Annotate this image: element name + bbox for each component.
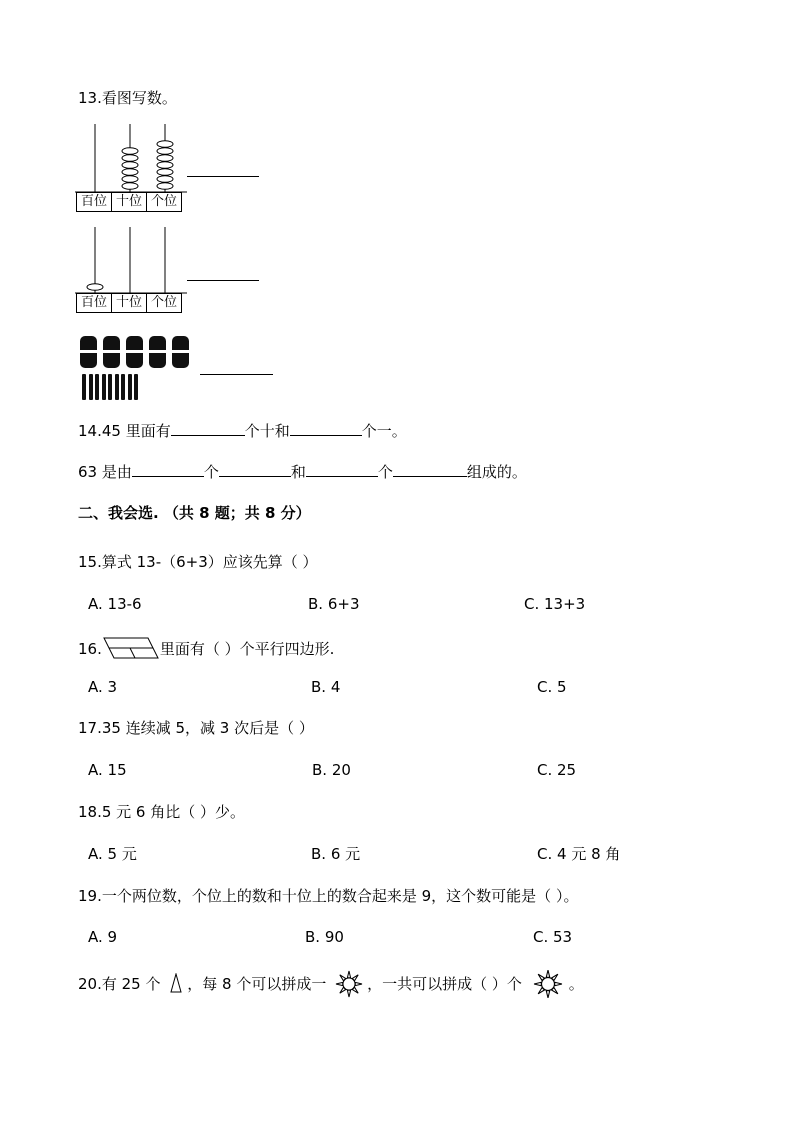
abacus-bead: [87, 284, 103, 291]
abacus-bead: [157, 169, 173, 176]
q16-stem: [78, 636, 334, 660]
q14b-blank-3[interactable]: [306, 462, 378, 477]
abacus-bead: [122, 176, 138, 183]
q20-stem: [78, 969, 584, 999]
abacus-bead: [122, 148, 138, 155]
q17-option-b[interactable]: B. 20: [312, 761, 351, 779]
q18-option-a[interactable]: A. 5 元: [88, 845, 137, 863]
answer-blank-2[interactable]: [187, 280, 259, 281]
q18-stem: 18.5 元 6 角比（ ）少。: [78, 803, 246, 821]
label-tens: 十位: [112, 294, 147, 312]
section-2-heading: 二、我会选. （共 8 题；共 8 分）: [78, 504, 311, 522]
q16-option-a[interactable]: A. 3: [88, 678, 118, 696]
abacus-bead: [157, 155, 173, 162]
q15-stem: 15.算式 13-（6+3）应该先算（ ）: [78, 553, 318, 571]
q15-option-c[interactable]: C. 13+3: [524, 595, 586, 613]
q20-p4: 。: [568, 975, 584, 993]
abacus-2: [75, 225, 187, 295]
q17-option-a[interactable]: A. 15: [88, 761, 127, 779]
single-stick: [102, 374, 106, 400]
abacus-bead: [157, 148, 173, 155]
q19-stem: 19.一个两位数，个位上的数和十位上的数合起来是 9，这个数可能是（ ）。: [78, 887, 579, 905]
q14-blank-ones[interactable]: [290, 421, 362, 436]
q14b-prefix: 63 是由: [78, 463, 132, 481]
q17-option-c[interactable]: C. 25: [537, 761, 577, 779]
single-stick: [95, 374, 99, 400]
single-stick: [115, 374, 119, 400]
abacus-bead: [122, 155, 138, 162]
q18-option-c[interactable]: C. 4 元 8 角: [537, 845, 621, 863]
q19-option-a[interactable]: A. 9: [88, 928, 118, 946]
abacus-bead: [157, 183, 173, 190]
label-tens: 十位: [112, 193, 147, 211]
stick-bundle: [149, 336, 166, 368]
q14-line2: [78, 462, 527, 482]
answer-blank-3[interactable]: [200, 374, 273, 375]
label-ones: 个位: [150, 295, 177, 310]
q16-option-b[interactable]: B. 4: [311, 678, 341, 696]
q14b-blank-4[interactable]: [393, 462, 467, 477]
stick-bundle: [126, 336, 143, 368]
single-stick: [82, 374, 86, 400]
q18-option-b[interactable]: B. 6 元: [311, 845, 361, 863]
single-stick: [121, 374, 125, 400]
sun-shape-icon: [533, 969, 563, 999]
abacus-1-rods: [75, 122, 187, 194]
abacus-1-labels: [76, 192, 182, 212]
q14-suffix: 个一。: [361, 422, 407, 440]
q15-option-b[interactable]: B. 6+3: [308, 595, 360, 613]
abacus-2-labels: [76, 293, 182, 313]
sun-shape-icon: [335, 970, 363, 998]
single-sticks: [82, 374, 141, 404]
stick-bundle: [103, 336, 120, 368]
abacus-bead: [122, 183, 138, 190]
q14-blank-tens[interactable]: [171, 421, 245, 436]
q14b-a: 个: [203, 463, 219, 481]
q14-line1: [78, 421, 407, 441]
q14b-suffix: 组成的。: [466, 463, 527, 481]
stick-bundle: [80, 336, 97, 368]
label-ones: 个位: [150, 194, 177, 209]
q14b-blank-1[interactable]: [132, 462, 204, 477]
q14-mid: 个十和: [244, 422, 290, 440]
triangle-icon: [169, 973, 183, 993]
abacus-bead: [157, 141, 173, 148]
abacus-2-rods: [75, 225, 187, 295]
q19-option-c[interactable]: C. 53: [533, 928, 573, 946]
q13-title: 13.看图写数。: [78, 89, 177, 107]
single-stick: [89, 374, 93, 400]
q20-p3: ，一共可以拼成（ ）个: [367, 975, 522, 993]
abacus-bead: [122, 169, 138, 176]
q14b-blank-2[interactable]: [219, 462, 291, 477]
single-stick: [134, 374, 138, 400]
q16-option-c[interactable]: C. 5: [537, 678, 567, 696]
q20-p2: ，每 8 个可以拼成一: [187, 975, 327, 993]
stick-bundle: [172, 336, 189, 368]
label-hundreds: 百位: [77, 294, 112, 312]
label-hundreds: 百位: [77, 193, 112, 211]
q14b-c: 个: [377, 463, 393, 481]
q14b-b: 和: [290, 463, 306, 481]
q14-prefix: 14.45 里面有: [78, 422, 171, 440]
q17-stem: 17.35 连续减 5，减 3 次后是（ ）: [78, 719, 314, 737]
q16-prefix: 16.: [78, 640, 102, 658]
q19-option-b[interactable]: B. 90: [305, 928, 344, 946]
single-stick: [108, 374, 112, 400]
abacus-bead: [157, 162, 173, 169]
single-stick: [128, 374, 132, 400]
abacus-bead: [122, 162, 138, 169]
stick-bundles: [80, 336, 195, 372]
q16-suffix: 里面有（ ）个平行四边形.: [159, 640, 335, 658]
q15-option-a[interactable]: A. 13-6: [88, 595, 142, 613]
q20-p1: 20.有 25 个: [78, 975, 161, 993]
parallelogram-figure-icon: [102, 636, 160, 660]
abacus-bead: [157, 176, 173, 183]
answer-blank-1[interactable]: [187, 176, 259, 177]
